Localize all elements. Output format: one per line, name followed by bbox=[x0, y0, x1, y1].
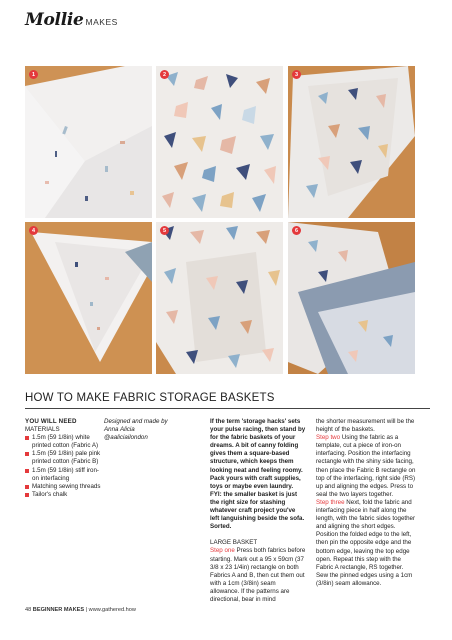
steps-column bbox=[316, 418, 416, 588]
magazine-name: BEGINNER MAKES bbox=[32, 607, 85, 613]
step-two-text: Using the fabric as a template, cut a piece of iron-on interfacing. Position the interfacing rectangle with the shiny side facing, then place the Fabric B rectangle on top of the interfacing, right side (RS) up and aligning the edges. Press to seal the two layers together. bbox=[316, 434, 416, 498]
designer-name: Anna Alicia bbox=[104, 426, 135, 434]
intro-column bbox=[210, 418, 306, 604]
step-three-label: Step three bbox=[316, 498, 345, 506]
footer-url[interactable]: www.gathered.how bbox=[88, 607, 136, 613]
material-item: Matching sewing threads bbox=[25, 483, 101, 491]
credit-line: Designed and made by bbox=[104, 418, 168, 425]
material-item: 1.5m (59 1/8in) white printed cotton (Fabric A) bbox=[25, 434, 101, 450]
magazine-logo: Mollie bbox=[25, 10, 84, 30]
magazine-logo-sub: MAKES bbox=[85, 17, 118, 27]
material-item: 1.5m (59 1/8in) stiff iron-on interfacing bbox=[25, 467, 101, 483]
material-item: Tailor's chalk bbox=[25, 491, 101, 499]
materials-list bbox=[25, 434, 101, 499]
step-two-paragraph bbox=[316, 434, 416, 499]
page-number: 48 bbox=[25, 607, 32, 613]
step-number-badge: 6 bbox=[292, 226, 301, 235]
step-number-badge: 4 bbox=[29, 226, 38, 235]
large-basket-heading: LARGE BASKET bbox=[210, 539, 258, 547]
materials-heading: MATERIALS bbox=[25, 426, 60, 434]
footer-separator: | bbox=[85, 607, 88, 613]
material-item: 1.5m (59 1/8in) pale pink printed cotton (Fabric B) bbox=[25, 450, 101, 466]
intro-paragraph: If the term 'storage hacks' sets your pulse racing, then stand by for the fabric baskets of your dreams. A bit of canny folding gives them a square-based structure, which keeps them looking neat and feeling roomy. Pack yours with craft supplies, toys or maybe even laundry. FYI: the smaller basket is just the right size for stashing whatever craft project you've left languishing beside the sofa. Sorted. bbox=[210, 418, 306, 531]
step-number-badge: 1 bbox=[29, 70, 38, 79]
step-photo-5 bbox=[156, 222, 283, 374]
step-two-label: Step two bbox=[316, 434, 341, 442]
step-one-continued: the shorter measurement will be the height of the baskets. bbox=[316, 418, 415, 434]
step-photo-6 bbox=[288, 222, 415, 374]
credit-column bbox=[104, 418, 200, 442]
step-photo-1 bbox=[25, 66, 152, 218]
magazine-header bbox=[25, 10, 118, 32]
page-footer bbox=[25, 607, 136, 613]
step-photo-4 bbox=[25, 222, 152, 374]
you-will-need-heading: YOU WILL NEED bbox=[25, 418, 77, 425]
step-number-badge: 2 bbox=[160, 70, 169, 79]
step-three-paragraph bbox=[316, 499, 416, 588]
step-one-paragraph bbox=[210, 547, 306, 604]
step-three-text: Next, fold the fabric and interfacing piece in half along the length, with the fabric sides together and aligning the short edges. Position the folded edge to the left, then pin the opposite edge and the bottom edge, leaving the top edge open. Repeat this step with the Fabric A rectangle, RS together. Sew the pinned edges using a 1cm (3/8in) seam allowance. bbox=[316, 498, 416, 587]
designer-handle: @aaliciailondon bbox=[104, 434, 148, 442]
step-number-badge: 3 bbox=[292, 70, 301, 79]
title-rule bbox=[25, 408, 430, 409]
step-photo-3 bbox=[288, 66, 415, 218]
step-one-text: Press both fabrics before starting. Mark out a 95 x 59cm (37 3/8 x 23 1/4in) rectangle on both Fabrics A and B, then cut them out with a 1cm (3/8in) seam allowance. If the patterns are directional, bear in mind bbox=[210, 547, 306, 603]
article-title: HOW TO MAKE FABRIC STORAGE BASKETS bbox=[25, 392, 275, 404]
step-number-badge: 5 bbox=[160, 226, 169, 235]
step-one-label: Step one bbox=[210, 547, 235, 555]
materials-column bbox=[25, 418, 101, 499]
step-photo-2 bbox=[156, 66, 283, 218]
